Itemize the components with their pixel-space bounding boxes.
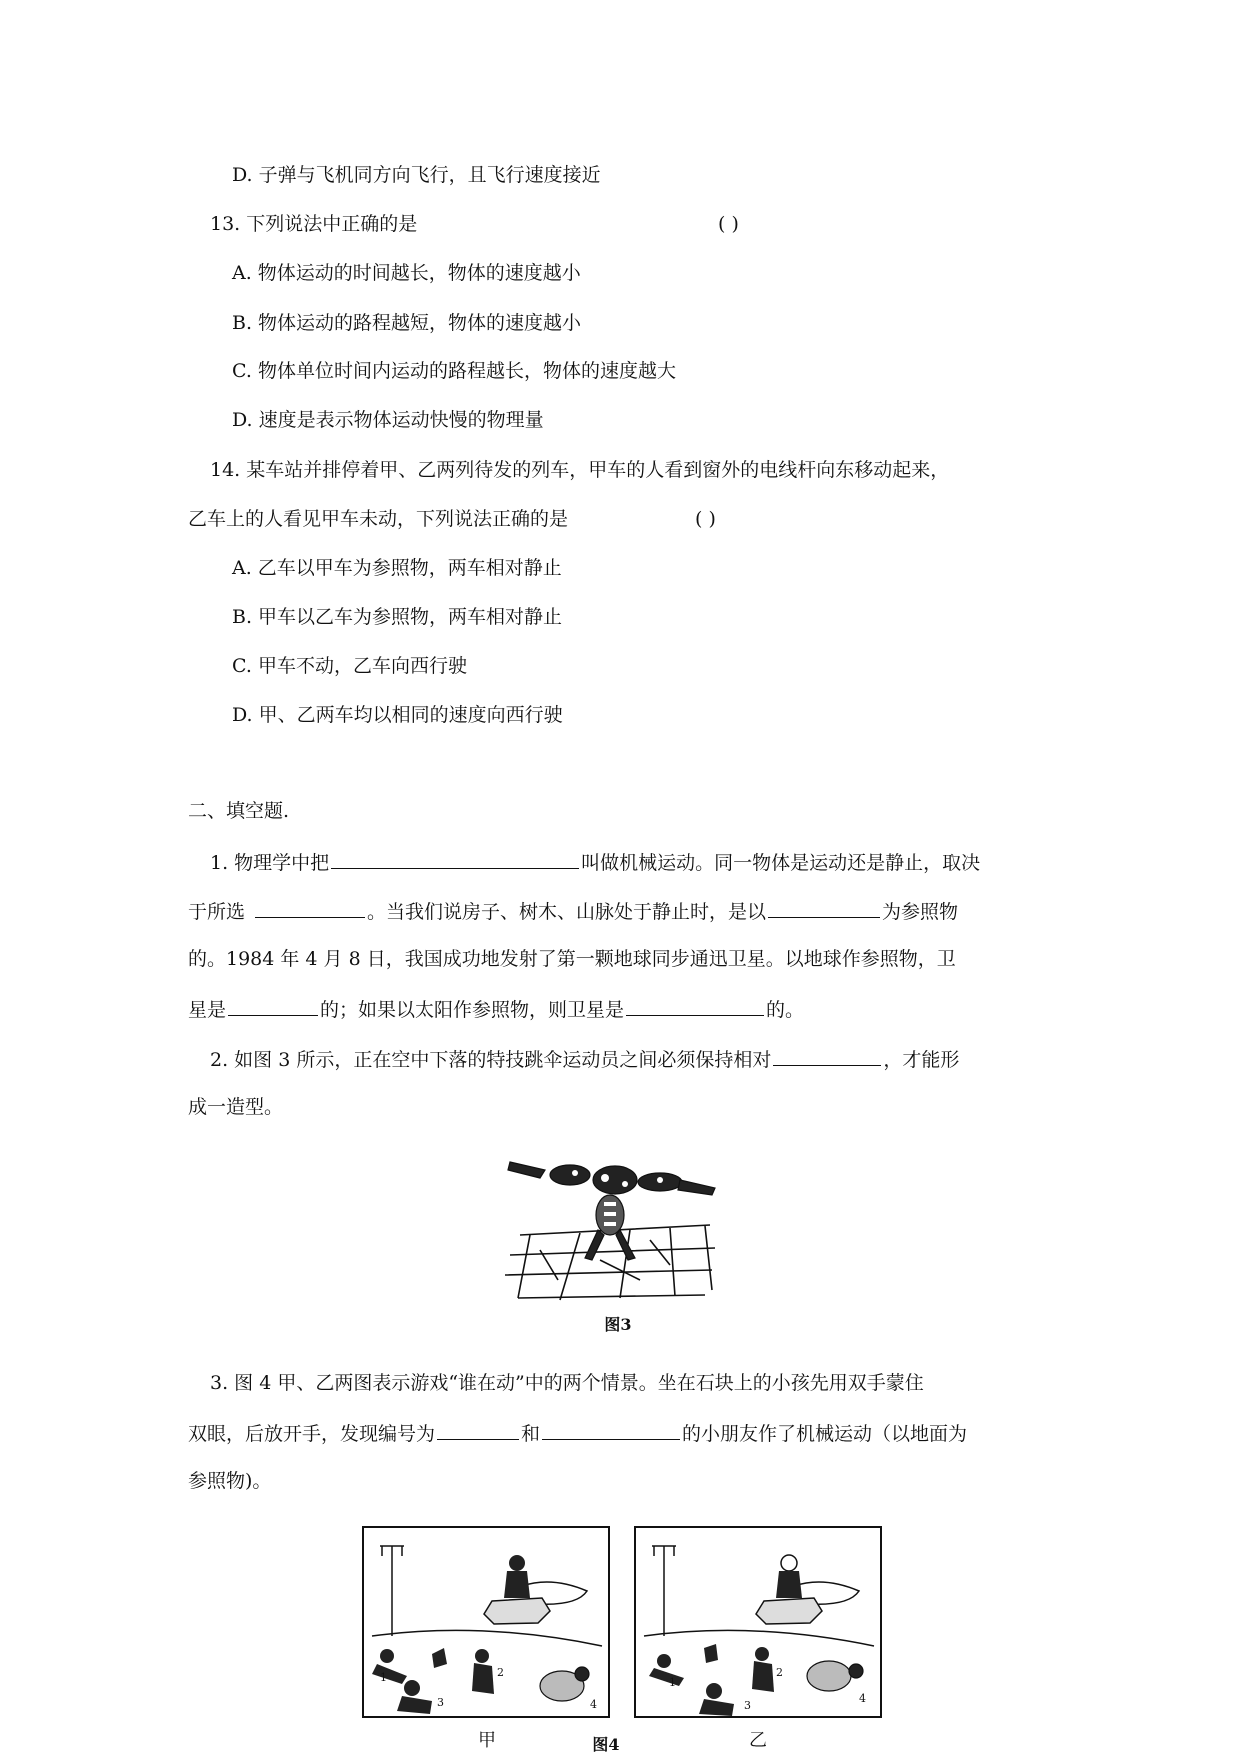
q14-stem-line1: 14. 某车站并排停着甲、乙两列待发的列车，甲车的人看到窗外的电线杆向东移动起来， [210, 459, 950, 481]
answer-blank[interactable] [773, 1045, 881, 1066]
q13-option-d: D. 速度是表示物体运动快慢的物理量 [232, 409, 544, 431]
fill1-text: 。当我们说房子、树木、山脉处于静止时，是以 [367, 901, 767, 923]
fill3-line2 [188, 1419, 967, 1447]
child-number: 4 [590, 1698, 597, 1711]
q12-option-d: D. 子弹与飞机同方向飞行，且飞行速度接近 [232, 164, 601, 186]
fill2-text: ，才能形 [883, 1049, 960, 1071]
q13-answer-paren: ( ) [718, 213, 739, 235]
fill1-line1 [210, 848, 980, 876]
fill3-line3: 参照物)。 [188, 1470, 272, 1492]
answer-blank[interactable] [768, 897, 880, 918]
child-number: 2 [497, 1666, 504, 1679]
child-number: 2 [776, 1666, 783, 1679]
figure-4-caption: 图4 [592, 1735, 620, 1754]
child-number: 3 [744, 1699, 751, 1712]
figure-4-label-jia: 甲 [478, 1730, 496, 1751]
fill1-text: 星是 [188, 999, 227, 1021]
q14-option-a: A. 乙车以甲车为参照物，两车相对静止 [232, 557, 562, 579]
q13-option-a: A. 物体运动的时间越长，物体的速度越小 [232, 262, 581, 284]
fill1-line2 [188, 897, 958, 925]
fill1-text: 叫做机械运动。同一物体是运动还是静止，取决 [581, 852, 981, 874]
fill1-text: 的；如果以太阳作参照物，则卫星是 [320, 999, 625, 1021]
answer-blank[interactable] [228, 995, 318, 1016]
fill1-line3: 的。1984 年 4 月 8 日，我国成功地发射了第一颗地球同步通迅卫星。以地球作参照物，卫 [188, 948, 956, 970]
q14-answer-paren: ( ) [695, 508, 716, 530]
fill1-text: 的。 [766, 999, 805, 1021]
fill2-text: 2. 如图 3 所示，正在空中下落的特技跳伞运动员之间必须保持相对 [210, 1049, 772, 1071]
answer-blank[interactable] [542, 1419, 680, 1440]
fill2-line1 [210, 1045, 959, 1073]
fill1-text: 于所选 [188, 901, 246, 923]
answer-blank[interactable] [255, 897, 365, 918]
fill3-text: 双眼，后放开手，发现编号为 [188, 1423, 436, 1445]
fill3-text: 和 [521, 1423, 541, 1445]
fill3-text: 的小朋友作了机械运动（以地面为 [682, 1423, 968, 1445]
fill1-line4 [188, 995, 804, 1023]
child-number: 4 [859, 1692, 866, 1705]
child-number: 3 [437, 1696, 444, 1709]
fill2-line2: 成一造型。 [188, 1096, 284, 1118]
fill1-text: 1. 物理学中把 [210, 852, 330, 874]
answer-blank[interactable] [626, 995, 764, 1016]
q13-stem: 13. 下列说法中正确的是 [210, 213, 418, 235]
figure-3-caption: 图3 [604, 1315, 632, 1334]
figure-4-panel-yi [634, 1526, 882, 1718]
fill1-text: 为参照物 [882, 901, 959, 923]
answer-blank[interactable] [331, 848, 579, 869]
q14-stem-line2: 乙车上的人看见甲车未动，下列说法正确的是 [188, 508, 569, 530]
answer-blank[interactable] [437, 1419, 519, 1440]
fill3-line1: 3. 图 4 甲、乙两图表示游戏“谁在动”中的两个情景。坐在石块上的小孩先用双手蒙住 [210, 1372, 924, 1394]
q14-option-d: D. 甲、乙两车均以相同的速度向西行驶 [232, 704, 563, 726]
q13-option-c: C. 物体单位时间内运动的路程越长，物体的速度越大 [232, 360, 676, 382]
q14-option-c: C. 甲车不动，乙车向西行驶 [232, 655, 467, 677]
section-title: 二、填空题. [188, 800, 290, 822]
q13-option-b: B. 物体运动的路程越短，物体的速度越小 [232, 312, 582, 334]
figure-4-panel-jia [362, 1526, 610, 1718]
figure-3-skydivers [500, 1140, 730, 1310]
figure-4-label-yi: 乙 [749, 1730, 767, 1751]
q14-option-b: B. 甲车以乙车为参照物，两车相对静止 [232, 606, 563, 628]
child-number: 1 [380, 1671, 387, 1684]
child-number: 1 [669, 1676, 676, 1689]
